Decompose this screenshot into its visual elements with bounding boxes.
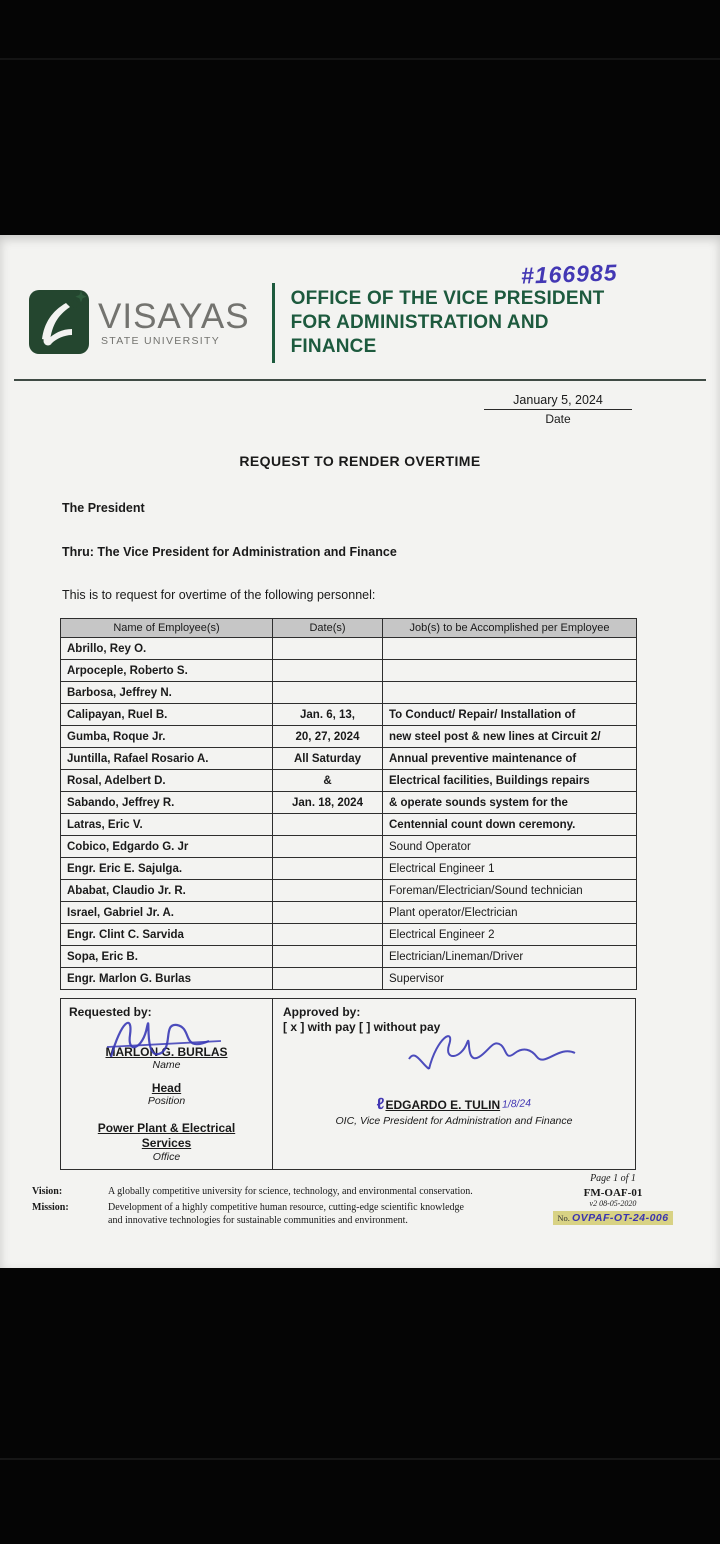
vision-mission-labels (32, 1185, 108, 1230)
job-cell: Plant operator/Electrician (383, 902, 637, 924)
employee-name: Arpoceple, Roberto S. (61, 660, 273, 682)
university-logo-icon (28, 289, 90, 357)
job-cell: & operate sounds system for the (383, 792, 637, 814)
approved-signature-icon (403, 1027, 583, 1075)
addressee-line: The President (62, 501, 145, 515)
employee-name: Ababat, Claudio Jr. R. (61, 880, 273, 902)
requested-position-block (69, 1081, 264, 1107)
mission-label: Mission: (32, 1201, 69, 1213)
employee-name: Abrillo, Rey O. (61, 638, 273, 660)
requested-office-line1: Power Plant & Electrical (97, 1121, 236, 1135)
employee-name: Sabando, Jeffrey R. (61, 792, 273, 814)
employee-name: Cobico, Edgardo G. Jr (61, 836, 273, 858)
employee-name: Engr. Eric E. Sajulga. (61, 858, 273, 880)
requested-office-line2: Services (141, 1136, 192, 1150)
bottom-seam (0, 1458, 720, 1460)
form-title: REQUEST TO RENDER OVERTIME (239, 453, 481, 469)
requested-by-label: Requested by: (69, 1005, 152, 1019)
table-row (61, 880, 637, 902)
date-cell (273, 924, 383, 946)
job-cell: Electrical Engineer 1 (383, 858, 637, 880)
document-header (28, 283, 621, 363)
job-cell (383, 682, 637, 704)
job-cell: Electrician/Lineman/Driver (383, 946, 637, 968)
date-cell (273, 880, 383, 902)
bottom-letterbox (0, 1268, 720, 1544)
logo-text: VISAYAS (98, 297, 250, 336)
table-row (61, 704, 637, 726)
table-row (61, 858, 637, 880)
signature-section (60, 998, 636, 1170)
table-row (61, 968, 637, 990)
approved-by-label: Approved by: (283, 1005, 361, 1019)
header-rule (14, 379, 706, 381)
date-cell (273, 858, 383, 880)
requested-position-caption: Position (147, 1095, 186, 1107)
table-row (61, 770, 637, 792)
table-row (61, 836, 637, 858)
table-header-row (61, 619, 637, 638)
overtime-table (60, 618, 637, 990)
employee-name: Sopa, Eric B. (61, 946, 273, 968)
table-row (61, 660, 637, 682)
logo-subtext: STATE UNIVERSITY (101, 335, 221, 347)
thru-line: Thru: The Vice President for Administration and Finance (62, 545, 397, 559)
employee-name: Calipayan, Ruel B. (61, 704, 273, 726)
top-seam (0, 58, 720, 60)
document-page (0, 235, 720, 1268)
job-cell: Centennial count down ceremony. (383, 814, 637, 836)
date-value: January 5, 2024 (484, 393, 632, 410)
control-number-value: OVPAF-OT-24-006 (572, 1212, 669, 1224)
header-name: Name of Employee(s) (61, 619, 273, 638)
job-cell: Supervisor (383, 968, 637, 990)
date-block (484, 393, 632, 426)
form-code: FM-OAF-01 (583, 1187, 643, 1199)
pay-option-line: [ x ] with pay [ ] without pay (283, 1020, 441, 1034)
form-meta-block (538, 1173, 688, 1230)
employee-name: Juntilla, Rafael Rosario A. (61, 748, 273, 770)
vision-label: Vision: (32, 1186, 63, 1197)
table-row (61, 638, 637, 660)
document-footer (32, 1173, 688, 1230)
office-title: OFFICE OF THE VICE PRESIDENT FOR ADMINISTRATION AND FINANCE (290, 287, 605, 358)
date-cell (273, 968, 383, 990)
control-number-label: No. (557, 1213, 570, 1223)
approved-annotation: 1/8/24 (501, 1097, 532, 1111)
page-info: Page 1 of 1 (590, 1173, 636, 1184)
date-cell: Jan. 6, 13, (273, 704, 383, 726)
handwritten-ref-number: #166985 (521, 259, 619, 289)
requested-name: MARLON G. BURLAS (105, 1045, 228, 1059)
header-divider (272, 283, 275, 363)
date-cell: 20, 27, 2024 (273, 726, 383, 748)
date-cell (273, 682, 383, 704)
date-cell: & (273, 770, 383, 792)
date-cell (273, 814, 383, 836)
date-label: Date (545, 412, 571, 426)
job-cell: new steel post & new lines at Circuit 2/ (383, 726, 637, 748)
date-cell (273, 836, 383, 858)
requested-position: Head (151, 1081, 182, 1095)
job-cell: Foreman/Electrician/Sound technician (383, 880, 637, 902)
table-row (61, 792, 637, 814)
employee-name: Israel, Gabriel Jr. A. (61, 902, 273, 924)
top-letterbox (0, 0, 720, 235)
approved-title: OIC, Vice President for Administration and Finance (335, 1115, 573, 1127)
date-cell (273, 638, 383, 660)
table-row (61, 726, 637, 748)
employee-name: Engr. Clint C. Sarvida (61, 924, 273, 946)
vision-mission-texts (108, 1185, 476, 1230)
mission-text: Development of a highly competitive human resource, cutting-edge scientific knowledge and innovative technologies for sustainable communities and environment. (108, 1201, 464, 1226)
table-row (61, 682, 637, 704)
employee-name: Barbosa, Jeffrey N. (61, 682, 273, 704)
employee-name: Gumba, Roque Jr. (61, 726, 273, 748)
requested-signature-icon (99, 1011, 229, 1069)
approved-name: EDGARDO E. TULIN (385, 1098, 501, 1112)
employee-name: Rosal, Adelbert D. (61, 770, 273, 792)
job-cell: Sound Operator (383, 836, 637, 858)
requested-office-block (69, 1121, 264, 1164)
requested-office-caption: Office (152, 1151, 181, 1163)
date-cell (273, 660, 383, 682)
requested-name-caption: Name (152, 1059, 181, 1071)
table-row (61, 748, 637, 770)
table-row (61, 814, 637, 836)
requested-name-block (69, 1045, 264, 1071)
date-cell: Jan. 18, 2024 (273, 792, 383, 814)
job-cell (383, 638, 637, 660)
job-cell: Annual preventive maintenance of (383, 748, 637, 770)
header-date: Date(s) (273, 619, 383, 638)
vision-text: A globally competitive university for science, technology, and environmental conservation. (108, 1186, 473, 1197)
table-row (61, 902, 637, 924)
job-cell: Electrical Engineer 2 (383, 924, 637, 946)
control-number-box (553, 1211, 672, 1225)
table-row (61, 946, 637, 968)
logo-wordmark (98, 299, 250, 347)
header-job: Job(s) to be Accomplished per Employee (383, 619, 637, 638)
requested-by-block (61, 999, 273, 1170)
employee-name: Engr. Marlon G. Burlas (61, 968, 273, 990)
job-cell: To Conduct/ Repair/ Installation of (383, 704, 637, 726)
employee-name: Latras, Eric V. (61, 814, 273, 836)
job-cell (383, 660, 637, 682)
form-version: v2 08-05-2020 (589, 1199, 637, 1208)
date-cell: All Saturday (273, 748, 383, 770)
table-row (61, 924, 637, 946)
date-cell (273, 902, 383, 924)
approved-name-block (283, 1096, 625, 1114)
approved-by-block (273, 999, 635, 1170)
intro-line: This is to request for overtime of the following personnel: (62, 588, 376, 602)
job-cell: Electrical facilities, Buildings repairs (383, 770, 637, 792)
pen-stroke-icon: ℓ (376, 1096, 385, 1113)
date-cell (273, 946, 383, 968)
